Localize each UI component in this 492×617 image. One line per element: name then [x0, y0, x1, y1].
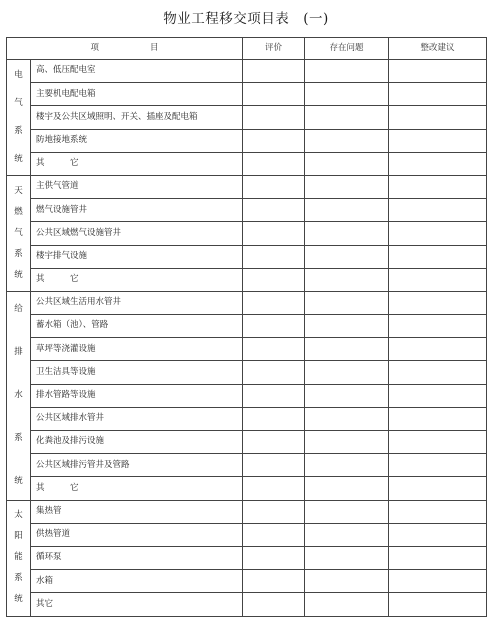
item-name: 主供气管道: [31, 175, 243, 198]
suggest-cell[interactable]: [389, 315, 487, 338]
table-row: [7, 384, 487, 407]
suggest-cell[interactable]: [389, 60, 487, 83]
issues-cell[interactable]: [305, 315, 389, 338]
item-name: 卫生洁具等设施: [31, 361, 243, 384]
group-label-char: 统: [14, 594, 23, 605]
group-label: [7, 175, 31, 291]
item-name: 集热管: [31, 500, 243, 523]
suggest-cell[interactable]: [389, 477, 487, 500]
group-label-char: 统: [14, 154, 23, 165]
table-row: [7, 315, 487, 338]
eval-cell[interactable]: [243, 152, 305, 175]
eval-cell[interactable]: [243, 454, 305, 477]
issues-cell[interactable]: [305, 384, 389, 407]
issues-cell[interactable]: [305, 60, 389, 83]
item-name: 蓄水箱（池）、管路: [31, 315, 243, 338]
page-title: 物业工程移交项目表 (一): [163, 11, 329, 27]
eval-cell[interactable]: [243, 129, 305, 152]
suggest-cell[interactable]: [389, 338, 487, 361]
item-name: 循环泵: [31, 546, 243, 569]
group-label: [7, 500, 31, 616]
table-row: [7, 268, 487, 291]
table-row: [7, 222, 487, 245]
item-name: 公共区域排水管井: [31, 407, 243, 430]
item-name: 高、低压配电室: [31, 60, 243, 83]
group-label-char: 气: [14, 227, 23, 238]
suggest-cell[interactable]: [389, 222, 487, 245]
eval-cell[interactable]: [243, 431, 305, 454]
table-row: [7, 83, 487, 106]
eval-cell[interactable]: [243, 546, 305, 569]
item-name: 排水管路等设施: [31, 384, 243, 407]
suggest-cell[interactable]: [389, 523, 487, 546]
eval-cell[interactable]: [243, 570, 305, 593]
suggest-cell[interactable]: [389, 83, 487, 106]
group-label: [7, 60, 31, 176]
suggest-cell[interactable]: [389, 546, 487, 569]
table-row: [7, 60, 487, 83]
eval-cell[interactable]: [243, 361, 305, 384]
group-label-char: 系: [14, 125, 23, 136]
suggest-cell[interactable]: [389, 361, 487, 384]
table-row: [7, 152, 487, 175]
item-name: 燃气设施管井: [31, 199, 243, 222]
issues-cell[interactable]: [305, 222, 389, 245]
eval-cell[interactable]: [243, 384, 305, 407]
table-row: [7, 291, 487, 314]
header-issues: 存在问题: [305, 38, 389, 60]
eval-cell[interactable]: [243, 291, 305, 314]
item-name: 其 它: [31, 268, 243, 291]
group-label-char: 天: [14, 185, 23, 196]
table-row: [7, 570, 487, 593]
issues-cell[interactable]: [305, 83, 389, 106]
item-name: 公共区域排污管井及管路: [31, 454, 243, 477]
eval-cell[interactable]: [243, 407, 305, 430]
item-name: 其 它: [31, 477, 243, 500]
suggest-cell[interactable]: [389, 431, 487, 454]
suggest-cell[interactable]: [389, 245, 487, 268]
header-item: 项 目: [7, 38, 243, 60]
issues-cell[interactable]: [305, 338, 389, 361]
issues-cell[interactable]: [305, 477, 389, 500]
item-name: 楼宇排气设施: [31, 245, 243, 268]
issues-cell[interactable]: [305, 407, 389, 430]
table-row: [7, 407, 487, 430]
group-label-char: 系: [14, 433, 23, 444]
table-row: [7, 477, 487, 500]
group-label-char: 阳: [14, 531, 23, 542]
eval-cell[interactable]: [243, 245, 305, 268]
suggest-cell[interactable]: [389, 500, 487, 523]
eval-cell[interactable]: [243, 315, 305, 338]
group-label-char: 系: [14, 573, 23, 584]
table-row: [7, 129, 487, 152]
table-row: [7, 106, 487, 129]
issues-cell[interactable]: [305, 361, 389, 384]
eval-cell[interactable]: [243, 477, 305, 500]
item-name: 化粪池及排污设施: [31, 431, 243, 454]
group-label-char: 太: [14, 510, 23, 521]
item-name: 楼宇及公共区域照明、开关、插座及配电箱: [31, 106, 243, 129]
group-label-char: 系: [14, 248, 23, 259]
suggest-cell[interactable]: [389, 454, 487, 477]
suggest-cell[interactable]: [389, 175, 487, 198]
eval-cell[interactable]: [243, 106, 305, 129]
suggest-cell[interactable]: [389, 129, 487, 152]
table-row: [7, 500, 487, 523]
group-label-char: 给: [14, 303, 23, 314]
group-label: [7, 291, 31, 500]
issues-cell[interactable]: [305, 175, 389, 198]
item-name: 其 它: [31, 152, 243, 175]
group-label-char: 统: [14, 476, 23, 487]
suggest-cell[interactable]: [389, 570, 487, 593]
table-row: [7, 361, 487, 384]
item-name: 主要机电配电箱: [31, 83, 243, 106]
suggest-cell[interactable]: [389, 268, 487, 291]
header-eval: 评价: [243, 38, 305, 60]
eval-cell[interactable]: [243, 500, 305, 523]
eval-cell[interactable]: [243, 175, 305, 198]
item-name: 其它: [31, 593, 243, 616]
issues-cell[interactable]: [305, 523, 389, 546]
group-label-char: 统: [14, 269, 23, 280]
table-row: [7, 454, 487, 477]
eval-cell[interactable]: [243, 268, 305, 291]
suggest-cell[interactable]: [389, 106, 487, 129]
suggest-cell[interactable]: [389, 152, 487, 175]
handover-table: [6, 37, 487, 617]
table-row: [7, 523, 487, 546]
item-name: 水箱: [31, 570, 243, 593]
issues-cell[interactable]: [305, 106, 389, 129]
suggest-cell[interactable]: [389, 384, 487, 407]
item-name: 公共区域生活用水管井: [31, 291, 243, 314]
group-label-char: 水: [14, 390, 23, 401]
issues-cell[interactable]: [305, 570, 389, 593]
table-row: [7, 199, 487, 222]
issues-cell[interactable]: [305, 546, 389, 569]
item-name: 供热管道: [31, 523, 243, 546]
table-row: [7, 245, 487, 268]
item-name: 防地接地系统: [31, 129, 243, 152]
header-suggest: 整改建议: [389, 38, 487, 60]
suggest-cell[interactable]: [389, 407, 487, 430]
table-row: [7, 175, 487, 198]
issues-cell[interactable]: [305, 129, 389, 152]
table-row: [7, 431, 487, 454]
group-label-char: 能: [14, 552, 23, 563]
issues-cell[interactable]: [305, 454, 389, 477]
issues-cell[interactable]: [305, 199, 389, 222]
group-label-char: 燃: [14, 206, 23, 217]
issues-cell[interactable]: [305, 268, 389, 291]
header-row: [7, 38, 487, 60]
item-name: 公共区域燃气设施管井: [31, 222, 243, 245]
table-row: [7, 338, 487, 361]
eval-cell[interactable]: [243, 222, 305, 245]
table-body: [7, 60, 487, 617]
issues-cell[interactable]: [305, 245, 389, 268]
group-label-char: 排: [14, 346, 23, 357]
group-label-char: 气: [14, 97, 23, 108]
eval-cell[interactable]: [243, 83, 305, 106]
eval-cell[interactable]: [243, 199, 305, 222]
item-name: 草坪等浇灌设施: [31, 338, 243, 361]
issues-cell[interactable]: [305, 431, 389, 454]
eval-cell[interactable]: [243, 338, 305, 361]
table-row: [7, 546, 487, 569]
issues-cell[interactable]: [305, 291, 389, 314]
suggest-cell[interactable]: [389, 199, 487, 222]
eval-cell[interactable]: [243, 523, 305, 546]
issues-cell[interactable]: [305, 500, 389, 523]
group-label-char: 电: [14, 69, 23, 80]
issues-cell[interactable]: [305, 152, 389, 175]
eval-cell[interactable]: [243, 60, 305, 83]
suggest-cell[interactable]: [389, 291, 487, 314]
